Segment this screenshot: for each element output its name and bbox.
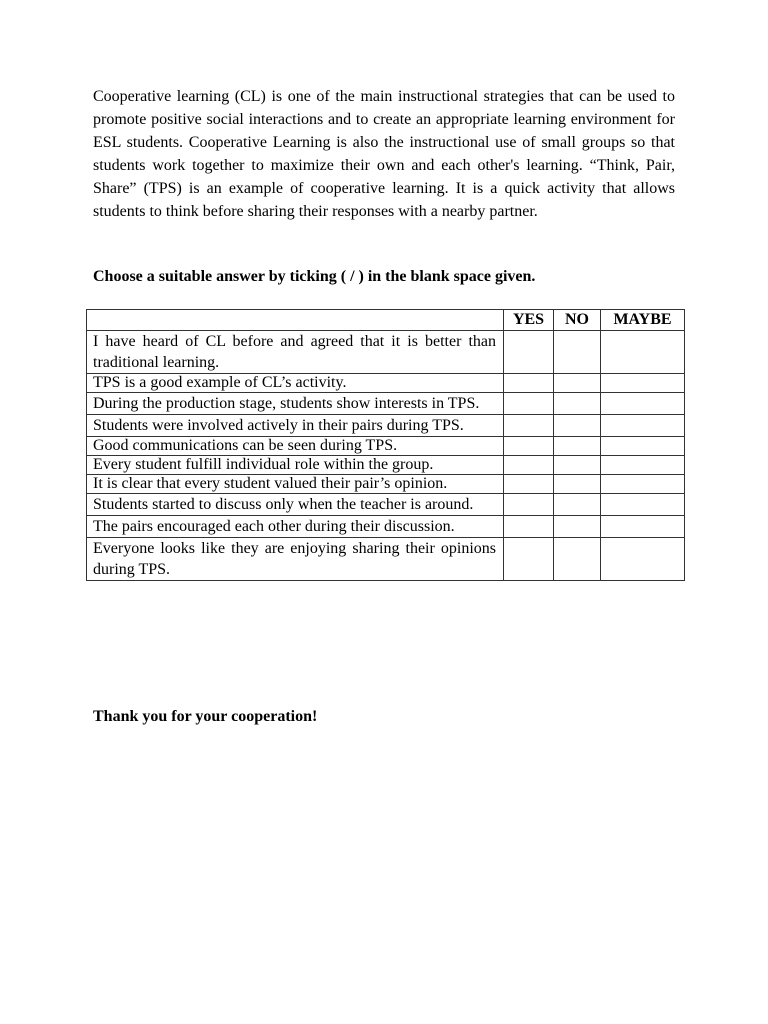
no-answer-cell[interactable] <box>554 437 601 456</box>
yes-answer-cell[interactable] <box>504 456 554 475</box>
yes-answer-cell[interactable] <box>504 374 554 393</box>
no-answer-cell[interactable] <box>554 415 601 437</box>
yes-answer-cell[interactable] <box>504 415 554 437</box>
question-text: Every student fulfill individual role within the group. <box>87 456 504 475</box>
table-row <box>87 516 685 538</box>
header-yes: YES <box>504 310 554 331</box>
survey-table <box>86 309 685 581</box>
closing-text: Thank you for your cooperation! <box>93 708 318 725</box>
question-text: TPS is a good example of CL’s activity. <box>87 374 504 393</box>
table-row <box>87 475 685 494</box>
no-answer-cell[interactable] <box>554 475 601 494</box>
maybe-answer-cell[interactable] <box>601 331 685 374</box>
instruction-text: Choose a suitable answer by ticking ( / ) in the blank space given. <box>93 268 536 285</box>
maybe-answer-cell[interactable] <box>601 456 685 475</box>
header-no: NO <box>554 310 601 331</box>
yes-answer-cell[interactable] <box>504 331 554 374</box>
question-text: Students were involved actively in their pairs during TPS. <box>87 415 504 437</box>
no-answer-cell[interactable] <box>554 456 601 475</box>
no-answer-cell[interactable] <box>554 494 601 516</box>
yes-answer-cell[interactable] <box>504 393 554 415</box>
question-text: Students started to discuss only when the teacher is around. <box>87 494 504 516</box>
question-text: The pairs encouraged each other during their discussion. <box>87 516 504 538</box>
no-answer-cell[interactable] <box>554 393 601 415</box>
no-answer-cell[interactable] <box>554 374 601 393</box>
header-maybe: MAYBE <box>601 310 685 331</box>
question-text: Good communications can be seen during TPS. <box>87 437 504 456</box>
no-answer-cell[interactable] <box>554 516 601 538</box>
table-row <box>87 374 685 393</box>
question-text: It is clear that every student valued their pair’s opinion. <box>87 475 504 494</box>
question-text: During the production stage, students show interests in TPS. <box>87 393 504 415</box>
yes-answer-cell[interactable] <box>504 494 554 516</box>
yes-answer-cell[interactable] <box>504 516 554 538</box>
table-row <box>87 331 685 374</box>
maybe-answer-cell[interactable] <box>601 538 685 581</box>
table-row <box>87 538 685 581</box>
no-answer-cell[interactable] <box>554 331 601 374</box>
maybe-answer-cell[interactable] <box>601 393 685 415</box>
maybe-answer-cell[interactable] <box>601 437 685 456</box>
question-text: I have heard of CL before and agreed that it is better than traditional learning. <box>87 331 504 374</box>
table-row <box>87 393 685 415</box>
header-question <box>87 310 504 331</box>
table-row <box>87 437 685 456</box>
maybe-answer-cell[interactable] <box>601 516 685 538</box>
table-row <box>87 494 685 516</box>
table-row <box>87 415 685 437</box>
maybe-answer-cell[interactable] <box>601 374 685 393</box>
yes-answer-cell[interactable] <box>504 437 554 456</box>
maybe-answer-cell[interactable] <box>601 475 685 494</box>
question-text: Everyone looks like they are enjoying sharing their opinions during TPS. <box>87 538 504 581</box>
yes-answer-cell[interactable] <box>504 475 554 494</box>
no-answer-cell[interactable] <box>554 538 601 581</box>
table-header-row <box>87 310 685 331</box>
maybe-answer-cell[interactable] <box>601 494 685 516</box>
yes-answer-cell[interactable] <box>504 538 554 581</box>
maybe-answer-cell[interactable] <box>601 415 685 437</box>
intro-paragraph: Cooperative learning (CL) is one of the main instructional strategies that can be used to promote positive social interactions and to create an appropriate learning environment for ESL students. Cooperative Learning is also the instructional use of small groups so that students work together to maximize their own and each other's learning. “Think, Pair, Share” (TPS) is an example of cooperative learning. It is a quick activity that allows students to think before sharing their responses with a nearby partner. <box>93 88 675 220</box>
table-row <box>87 456 685 475</box>
